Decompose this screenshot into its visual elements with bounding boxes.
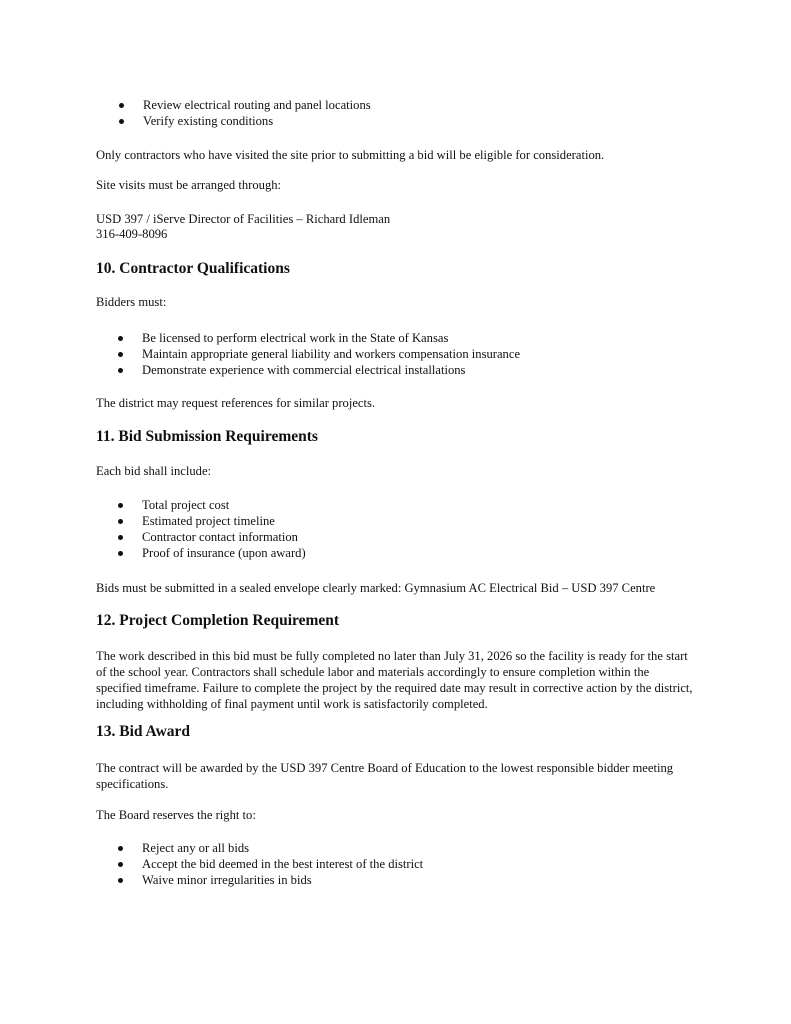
bullet-text: Estimated project timeline [142,514,275,528]
bullet-text: Proof of insurance (upon award) [142,546,306,560]
bullet-item [118,513,306,529]
submission-bullet-list [118,497,306,561]
eligibility-paragraph: Only contractors who have visited the site prior to submitting a bid will be eligible for consideration. [96,148,605,162]
site-visit-arrange-label: Site visits must be arranged through: [96,178,282,192]
section-lead: Bidders must: [96,295,167,309]
bullet-item [118,497,306,513]
bullet-text: Accept the bid deemed in the best interest of the district [142,857,424,871]
bullet-icon [118,336,123,341]
bullet-item [118,330,520,346]
section-lead: The Board reserves the right to: [96,808,256,822]
bullet-text: Reject any or all bids [142,841,250,855]
section-lead: Each bid shall include: [96,464,212,478]
bullet-icon [118,535,123,540]
bullet-text: Demonstrate experience with commercial electrical installations [142,363,466,377]
bullet-icon [118,368,123,373]
bullet-text: Be licensed to perform electrical work in the State of Kansas [142,331,449,345]
bullet-text: Review electrical routing and panel locations [143,98,371,112]
bullet-icon [118,862,123,867]
bullet-item [118,856,423,872]
bullet-item [118,529,306,545]
section-heading-bid-submission: 11. Bid Submission Requirements [96,428,318,445]
bullet-text: Verify existing conditions [143,114,274,128]
bullet-icon [118,352,123,357]
section-closing: Bids must be submitted in a sealed envelope clearly marked: Gymnasium AC Electrical Bid – USD 397 Centre [96,581,656,595]
board-rights-bullet-list [118,840,423,888]
bullet-item [119,97,371,113]
bullet-text: Waive minor irregularities in bids [142,873,312,887]
section-closing: The district may request references for similar projects. [96,396,376,410]
bullet-text: Contractor contact information [142,530,298,544]
bullet-text: Maintain appropriate general liability and workers compensation insurance [142,347,521,361]
bullet-text: Total project cost [142,498,230,512]
section-heading-project-completion: 12. Project Completion Requirement [96,612,340,629]
bullet-icon [118,846,123,851]
bullet-item [118,872,423,888]
qualifications-bullet-list [118,330,520,378]
contact-phone: 316-409-8096 [96,227,168,241]
bullet-icon [119,119,124,124]
bullet-item [118,362,520,378]
site-visit-bullet-list [119,97,371,129]
bullet-item [118,840,423,856]
bullet-icon [118,503,123,508]
contact-name: USD 397 / iServe Director of Facilities – Richard Idleman [96,212,391,226]
bullet-item [118,545,306,561]
completion-paragraph: The work described in this bid must be fully completed no later than July 31, 2026 so the facility is ready for the start of the school year. Contractors shall schedule labor and materials accordingly to ensure completion within the specified timeframe. Failure to complete the project by the required date may result in corrective action by the district, including withholding of final payment until work is satisfactorily completed. [96,649,693,711]
section-heading-bid-award: 13. Bid Award [96,723,191,740]
award-paragraph: The contract will be awarded by the USD 397 Centre Board of Education to the lowest responsible bidder meeting specifications. [96,761,674,791]
bullet-item [118,346,520,362]
bullet-icon [118,551,123,556]
bullet-icon [118,878,123,883]
section-heading-contractor-qualifications: 10. Contractor Qualifications [96,260,290,277]
bullet-icon [119,103,124,108]
bullet-item [119,113,371,129]
bullet-icon [118,519,123,524]
